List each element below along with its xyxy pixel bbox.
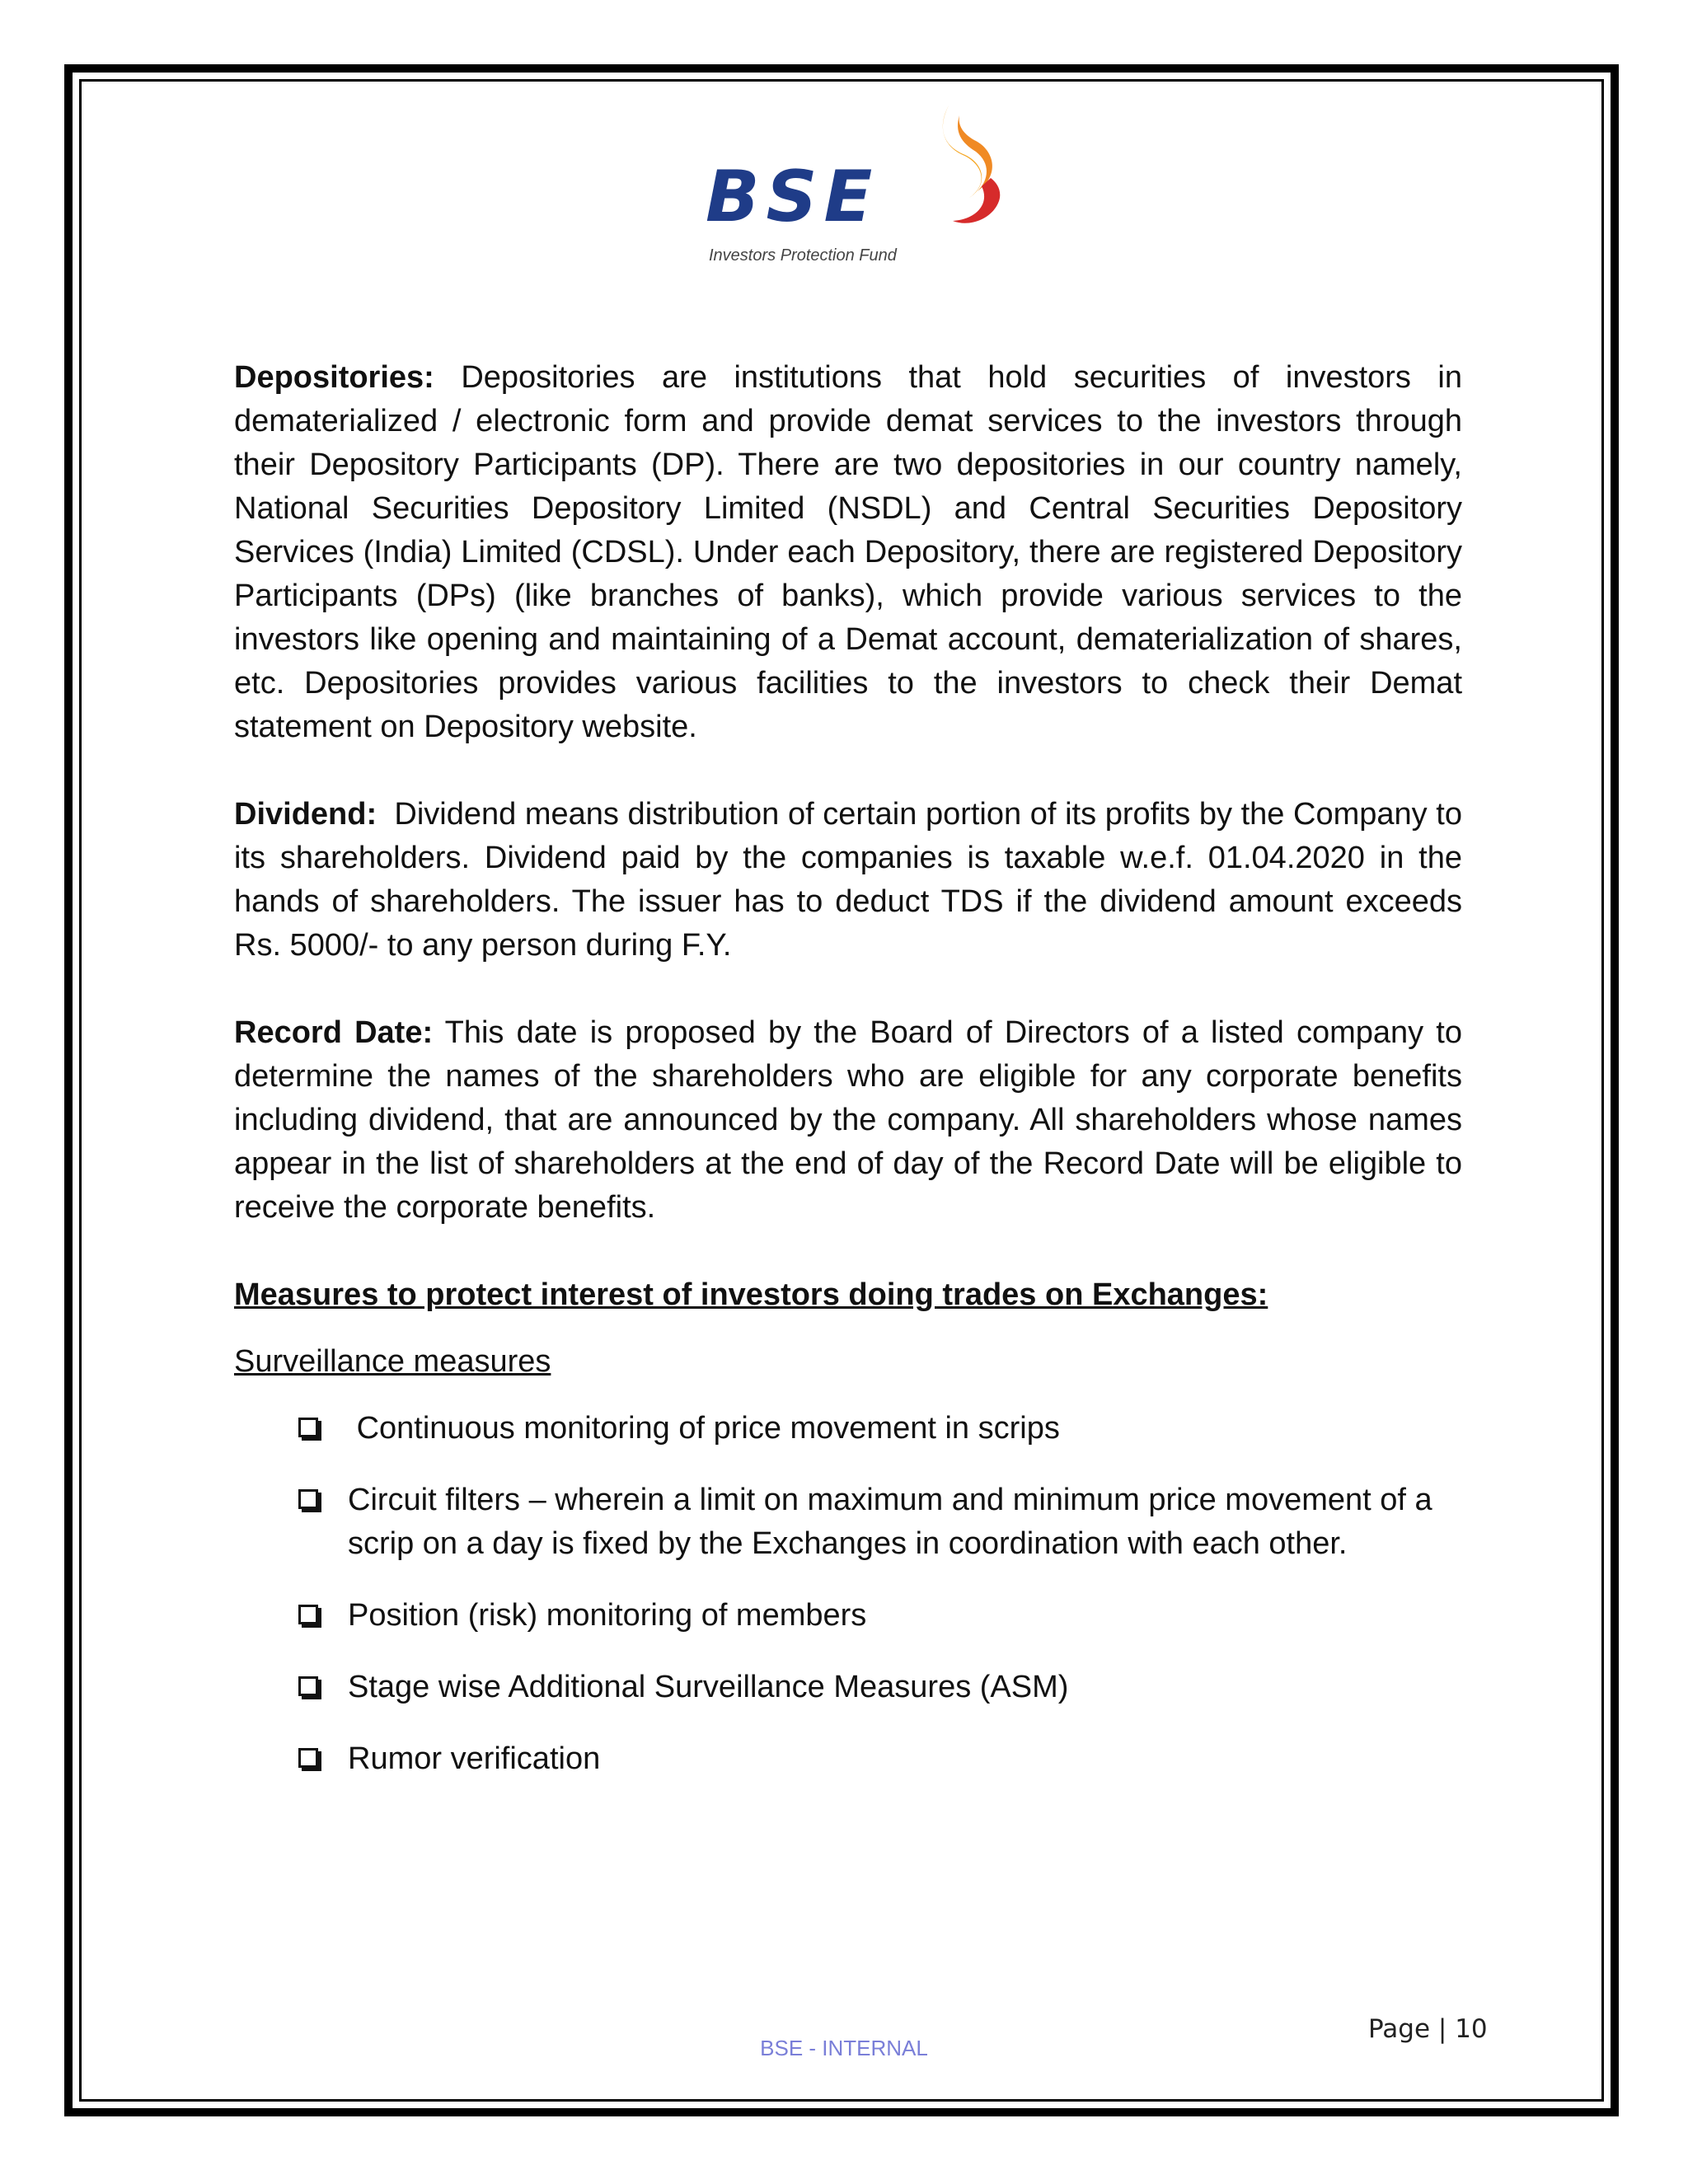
measures-heading: Measures to protect interest of investors doing trades on Exchanges: xyxy=(234,1277,1268,1312)
list-item-text: Continuous monitoring of price movement in scrips xyxy=(348,1411,1060,1446)
dividend-term: Dividend: xyxy=(234,797,377,832)
logo-brand-text: BSE xyxy=(706,156,879,238)
list-item-text: Stage wise Additional Surveillance Measures (ASM) xyxy=(348,1670,1069,1704)
list-item xyxy=(298,1666,1462,1709)
flame-upper-icon xyxy=(958,115,992,191)
list-item-text: Rumor verification xyxy=(348,1741,601,1776)
classification-label: BSE - INTERNAL xyxy=(760,2036,928,2060)
surveillance-list xyxy=(234,1407,1462,1781)
list-item xyxy=(298,1479,1462,1566)
depositories-paragraph xyxy=(234,356,1462,749)
checkbox-bullet-icon xyxy=(298,1676,318,1696)
list-item xyxy=(298,1594,1462,1638)
checkbox-bullet-icon xyxy=(298,1605,318,1624)
checkbox-bullet-icon xyxy=(298,1418,318,1437)
list-item-text: Position (risk) monitoring of members xyxy=(348,1598,867,1633)
checkbox-bullet-icon xyxy=(298,1748,318,1768)
record-date-paragraph xyxy=(234,1011,1462,1230)
record-date-term: Record Date: xyxy=(234,1015,434,1050)
list-item xyxy=(298,1407,1462,1451)
list-item-text: Circuit filters – wherein a limit on maximum and minimum price movement of a scrip on a day is fixed by the Exchanges in coordination with each other. xyxy=(348,1483,1432,1561)
dividend-text: Dividend means distribution of certain portion of its profits by the Company to its shareholders. Dividend paid by the companies is taxable w.e.f. 01.04.2020 in the hands of shareholders. The issuer has to deduct TDS if the dividend amount exceeds Rs. 5000/- to any person during F.Y. xyxy=(234,797,1471,963)
depositories-term: Depositories: xyxy=(234,360,434,395)
depositories-text: Depositories are institutions that hold securities of investors in dematerialized / electronic form and provide demat services to the investors through their Depository Participants (DP). There are two depositories in our country namely, National Securities Depository Limited (NSDL) and Central Securities Depository Services (India) Limited (CDSL). Under each Depository, there are registered Depository Participants (DPs) (like branches of banks), which provide various services to the investors like opening and maintaining of a Demat account, dematerialization of shares, etc. Depositories provides various facilities to the investors to check their Demat statement on Depository website. xyxy=(234,360,1462,744)
page-number: Page | 10 xyxy=(1368,2014,1488,2044)
surveillance-subheading: Surveillance measures xyxy=(234,1344,551,1379)
logo-tagline-text: Investors Protection Fund xyxy=(709,246,897,265)
dividend-paragraph xyxy=(234,793,1471,968)
page-content xyxy=(234,356,1471,1809)
flame-red-icon xyxy=(953,178,1000,223)
record-date-text: This date is proposed by the Board of Directors of a listed company to determine the names of the shareholders who are eligible for any corporate benefits including dividend, that are announced by the company. All shareholders whose names appear in the list of shareholders at the end of day of the Record Date will be eligible to receive the corporate benefits. xyxy=(234,1015,1462,1225)
checkbox-bullet-icon xyxy=(298,1489,318,1509)
list-item xyxy=(298,1737,1462,1781)
bse-logo xyxy=(697,97,1027,279)
